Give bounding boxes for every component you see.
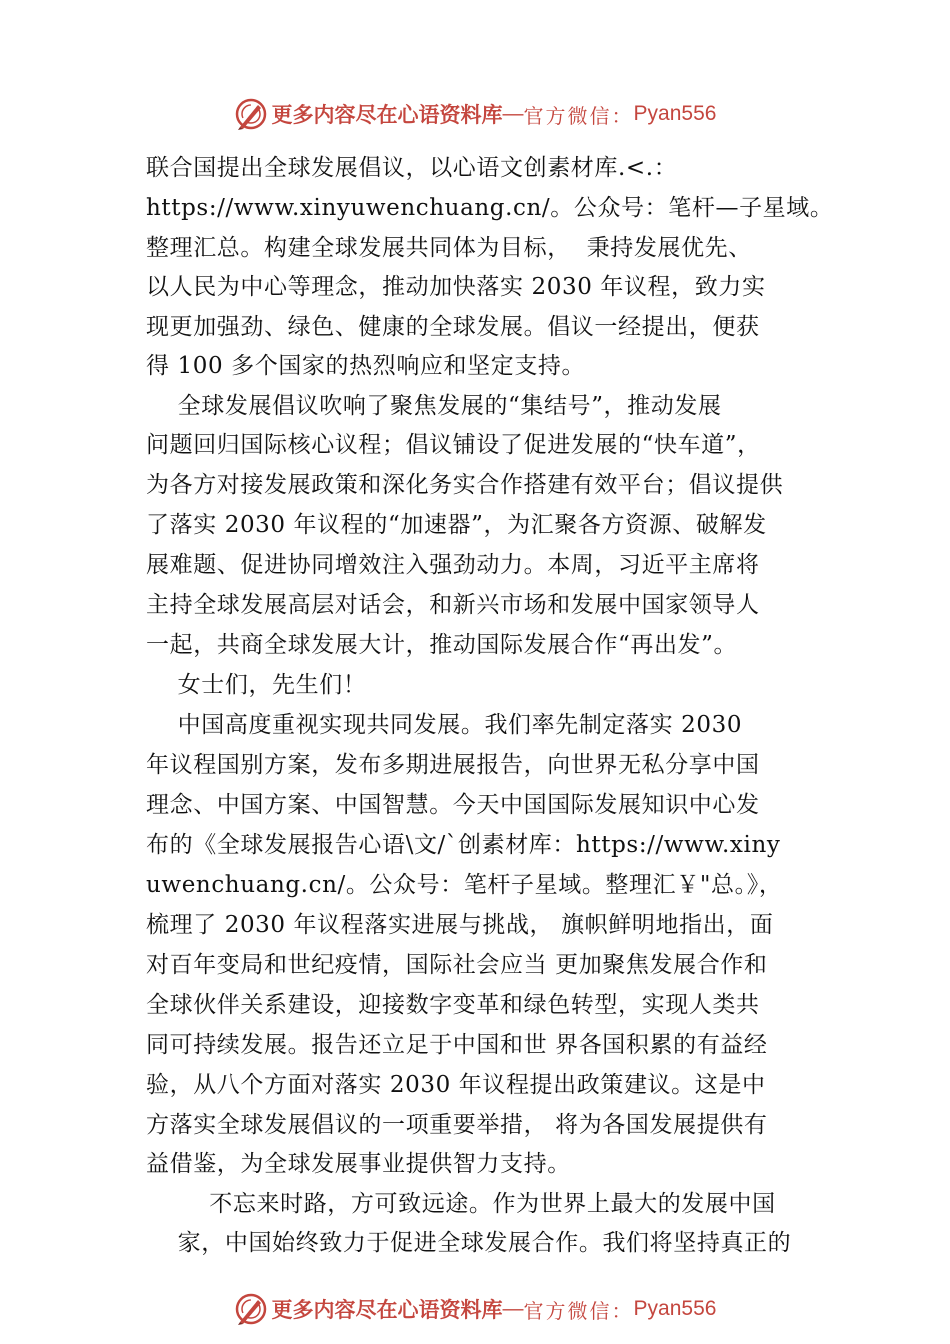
- text-line: 联合国提出全球发展倡议，以心语文创素材库.<.：: [146, 155, 678, 181]
- text-line: 家，中国始终致力于促进全球发展合作。我们将坚持真正的: [146, 1230, 792, 1256]
- text-line: 中国高度重视实现共同发展。我们率先制定落实 2030: [146, 712, 743, 738]
- text-line: 问题回归国际核心议程；倡议铺设了促进发展的“快车道”，: [146, 432, 761, 458]
- text-line: 全球发展倡议吹响了聚焦发展的“集结号”，推动发展: [146, 393, 722, 419]
- text-line: 现更加强劲、绿色、健康的全球发展。倡议一经提出，便获: [146, 314, 760, 340]
- banner-wechat-id: Pyan556: [633, 102, 717, 125]
- banner-main-text: 更多内容尽在心语资料库: [271, 102, 503, 127]
- text-line: 不忘来时路，方可致远途。作为世界上最大的发展中国: [146, 1191, 776, 1217]
- text-line: 梳理了 2030 年议程落实进展与挑战， 旗帜鲜明地指出，面: [146, 912, 774, 938]
- text-line: 方落实全球发展倡议的一项重要举措， 将为各国发展提供有: [146, 1112, 768, 1138]
- text-line: 主持全球发展高层对话会，和新兴市场和发展中国家领导人: [146, 592, 760, 618]
- text-line: uwenchuang.cn/。公众号：笔杆子星域。整理汇￥"总。》，: [146, 872, 783, 898]
- text-line: 益借鉴，为全球发展事业提供智力支持。: [146, 1151, 571, 1177]
- text-line: 了落实 2030 年议程的“加速器”，为汇聚各方资源、破解发: [146, 512, 767, 538]
- banner-wechat-label: 官方微信：: [523, 103, 634, 128]
- text-line: 以人民为中心等理念，推动加快落实 2030 年议程，致力实: [146, 274, 766, 300]
- text-line: 同可持续发展。报告还立足于中国和世 界各国积累的有益经: [146, 1032, 768, 1058]
- banner-dash: —: [502, 102, 524, 125]
- text-line: 女士们，先生们！: [146, 672, 367, 698]
- pen-logo-icon: [234, 1292, 268, 1326]
- text-line: 展难题、促进协同增效注入强劲动力。本周，习近平主席将: [146, 552, 760, 578]
- footer-banner: [0, 1289, 950, 1329]
- text-line: 理念、中国方案、中国智慧。今天中国国际发展知识中心发: [146, 792, 760, 818]
- text-line: 对百年变局和世纪疫情，国际社会应当 更加聚焦发展合作和: [146, 952, 768, 978]
- text-line: 年议程国别方案，发布多期进展报告，向世界无私分享中国: [146, 752, 760, 778]
- text-line: 得 100 多个国家的热烈响应和坚定支持。: [146, 353, 586, 379]
- text-line: https://www.xinyuwenchuang.cn/。公众号：笔杆—子星域。: [146, 195, 834, 221]
- text-line: 整理汇总。构建全球发展共同体为目标， 秉持发展优先、: [146, 235, 752, 261]
- banner-main-text: 更多内容尽在心语资料库: [271, 1297, 503, 1322]
- pen-logo-icon: [234, 97, 268, 131]
- banner-dash: —: [502, 1297, 524, 1320]
- header-banner: [0, 94, 950, 134]
- banner-wechat-label: 官方微信：: [523, 1298, 634, 1323]
- banner-wechat-id: Pyan556: [633, 1297, 717, 1320]
- text-line: 一起，共商全球发展大计，推动国际发展合作“再出发”。: [146, 632, 738, 658]
- text-line: 验，从八个方面对落实 2030 年议程提出政策建议。这是中: [146, 1072, 766, 1098]
- text-line: 布的《全球发展报告心语\文/`创素材库：https://www.xiny: [146, 832, 781, 858]
- text-line: 全球伙伴关系建设，迎接数字变革和绿色转型，实现人类共: [146, 992, 760, 1018]
- text-line: 为各方对接发展政策和深化务实合作搭建有效平台；倡议提供: [146, 472, 784, 498]
